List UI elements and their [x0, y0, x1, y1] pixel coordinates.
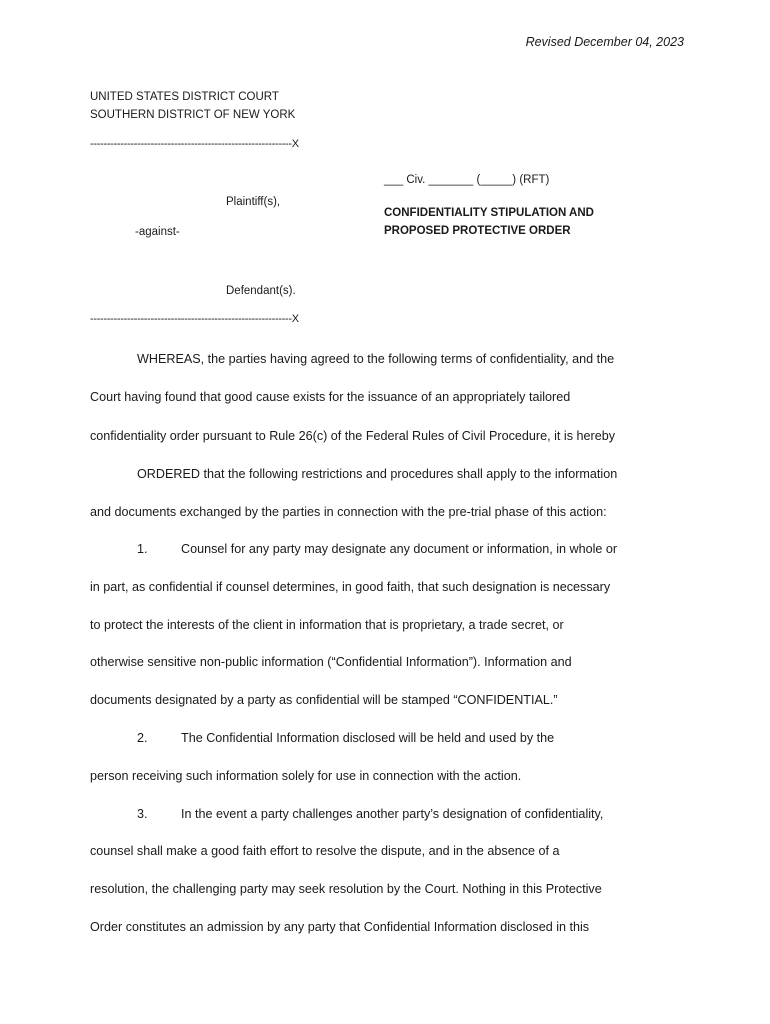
- defendant-label: Defendant(s).: [226, 285, 296, 297]
- whereas-line: Court having found that good cause exists for the issuance of an appropriately tailored: [90, 390, 571, 404]
- document-title-line1: CONFIDENTIALITY STIPULATION AND: [384, 207, 594, 219]
- paragraph-line: otherwise sensitive non-public information (“Confidential Information”). Information and: [90, 655, 572, 669]
- against-label: -against-: [135, 226, 180, 238]
- court-name-line1: UNITED STATES DISTRICT COURT: [90, 91, 279, 103]
- paragraph-line: Order constitutes an admission by any party that Confidential Information disclosed in this: [90, 920, 590, 934]
- paragraph-line: In the event a party challenges another party’s designation of confidentiality,: [181, 807, 604, 821]
- paragraph-number: 2.: [137, 731, 148, 745]
- ordered-line: and documents exchanged by the parties in connection with the pre-trial phase of this action:: [90, 505, 607, 519]
- ordered-line: ORDERED that the following restrictions and procedures shall apply to the information: [137, 467, 618, 481]
- paragraph-number: 1.: [137, 542, 148, 556]
- paragraph-line: documents designated by a party as confidential will be stamped “CONFIDENTIAL.”: [90, 693, 558, 707]
- whereas-line: WHEREAS, the parties having agreed to the following terms of confidentiality, and the: [137, 352, 615, 366]
- case-number: ___ Civ. _______ (_____) (RFT): [384, 174, 550, 186]
- paragraph-line: Counsel for any party may designate any document or information, in whole or: [181, 542, 618, 556]
- whereas-line: confidentiality order pursuant to Rule 26(c) of the Federal Rules of Civil Procedure, it is hereby: [90, 429, 615, 443]
- paragraph-line: The Confidential Information disclosed will be held and used by the: [181, 731, 555, 745]
- paragraph-line: resolution, the challenging party may seek resolution by the Court. Nothing in this Protective: [90, 882, 602, 896]
- caption-separator-top: ------------------------------------------------------------X: [90, 138, 299, 150]
- paragraph-line: in part, as confidential if counsel determines, in good faith, that such designation is necessary: [90, 580, 611, 594]
- paragraph-line: to protect the interests of the client in information that is proprietary, a trade secret, or: [90, 618, 564, 632]
- caption-separator-bottom: ------------------------------------------------------------X: [90, 313, 299, 325]
- paragraph-line: counsel shall make a good faith effort to resolve the dispute, and in the absence of a: [90, 844, 560, 858]
- paragraph-line: person receiving such information solely for use in connection with the action.: [90, 769, 522, 783]
- revised-date: Revised December 04, 2023: [525, 35, 684, 49]
- plaintiff-label: Plaintiff(s),: [226, 196, 281, 208]
- paragraph-number: 3.: [137, 807, 148, 821]
- document-title-line2: PROPOSED PROTECTIVE ORDER: [384, 225, 571, 237]
- court-name-line2: SOUTHERN DISTRICT OF NEW YORK: [90, 109, 296, 121]
